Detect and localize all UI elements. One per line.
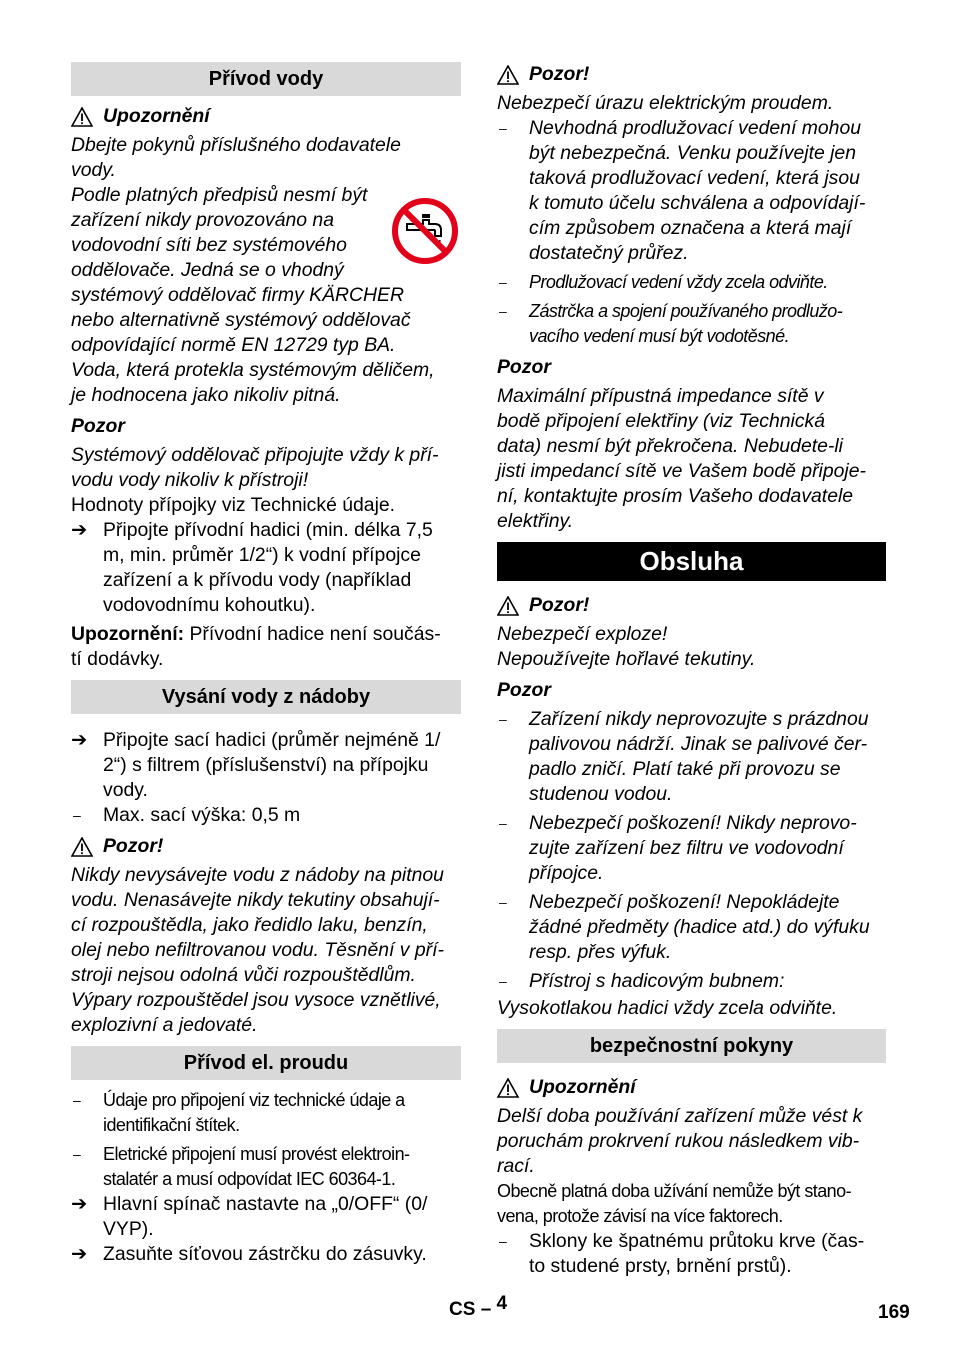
caution-line: jisti impedancí sítě ve Vašem bodě připoje- xyxy=(497,460,866,482)
step-item xyxy=(71,1192,461,1242)
caution-line: stroji nejsou odolná vůči rozpouštědlům. xyxy=(71,964,416,986)
step-line: VYP). xyxy=(103,1218,154,1240)
dash-line: cím způsobem označena a která mají xyxy=(529,217,852,239)
dash-line: stalatér a musí odpovídat IEC 60364-1. xyxy=(103,1169,396,1189)
section-heading-water-supply: Přívod vody xyxy=(71,62,461,96)
footer-sep: – xyxy=(480,1299,492,1320)
step-item xyxy=(71,518,461,618)
dash-line: identifikační štítek. xyxy=(103,1115,240,1135)
section-heading-suction: Vysání vody z nádoby xyxy=(71,680,461,714)
notice-para-line: systémový oddělovač firmy KÄRCHER xyxy=(71,284,404,306)
caution-title: Pozor xyxy=(71,415,125,437)
dash-bullet: – xyxy=(499,973,507,989)
notice-para-line: Voda, která protekla systémovým děličem, xyxy=(71,359,435,381)
caution-line: data) nesmí být překročena. Nebudete-li xyxy=(497,435,843,457)
caution-line: explozivní a jedovaté. xyxy=(71,1014,258,1036)
chapter-title-operation: Obsluha xyxy=(497,542,886,581)
dash-line: Údaje pro připojení viz technické údaje a xyxy=(103,1090,405,1110)
step-line: Připojte sací hadici (průměr nejméně 1/ xyxy=(103,729,441,751)
dash-line: Max. sací výška: 0,5 m xyxy=(103,804,301,826)
dash-bullet: – xyxy=(73,1146,81,1162)
arrow-right-icon: ➔ xyxy=(71,729,88,751)
notice-para-line: vodovodní síti bez systémového xyxy=(71,234,347,256)
notice-line: rací. xyxy=(497,1155,535,1177)
dash-line: zujte zařízení bez filtru ve vodovodní xyxy=(529,837,844,859)
warning-triangle-icon xyxy=(71,107,93,127)
caution-line: Nebezpečí exploze! xyxy=(497,623,668,645)
notice-para-line: Podle platných předpisů nesmí být xyxy=(71,184,368,206)
caution-heading xyxy=(497,593,886,618)
dash-bullet: – xyxy=(499,894,507,910)
note-text: Přívodní hadice není součás- xyxy=(184,623,441,645)
dash-bullet: – xyxy=(499,120,507,136)
step-line: zařízení a k přívodu vody (například xyxy=(103,569,412,591)
dash-item xyxy=(497,707,886,807)
dash-line: žádné předměty (hadice atd.) do výfuku xyxy=(529,916,870,938)
dash-item xyxy=(71,1088,461,1138)
notice-line: Delší doba používání zařízení může vést k xyxy=(497,1105,863,1127)
hose-drum-line: Vysokotlakou hadici vždy zcela odviňte. xyxy=(497,997,838,1019)
dash-bullet: – xyxy=(499,274,507,290)
general-line: Obecně platná doba užívání nemůže být stano- xyxy=(497,1181,852,1201)
warning-triangle-icon xyxy=(71,837,93,857)
dash-line: Nevhodná prodlužovací vedení mohou xyxy=(529,117,862,139)
note-paragraph xyxy=(71,622,461,647)
caution-line: olej nebo nefiltrovanou vodu. Těsnění v pří- xyxy=(71,939,444,961)
notice-para-line: odpovídající normě EN 12729 typ BA. xyxy=(71,334,396,356)
notice-para-line: nebo alternativně systémový oddělovač xyxy=(71,309,411,331)
dash-line: dostatečný průřez. xyxy=(529,242,689,264)
dash-line: Sklony ke špatnému průtoku krve (čas- xyxy=(529,1230,865,1252)
step-line: Připojte přívodní hadici (min. délka 7,5 xyxy=(103,519,433,541)
caution-line: bodě připojení elektřiny (viz Technická xyxy=(497,410,826,432)
caution-heading xyxy=(497,62,886,87)
note-label: Upozornění: xyxy=(71,623,185,645)
dash-bullet: – xyxy=(73,807,81,823)
dash-line: padlo zničí. Platí také při provozu se xyxy=(529,758,841,780)
notice-line: Dbejte pokynů příslušného dodavatele xyxy=(71,134,401,156)
footer-lang: CS xyxy=(449,1299,476,1320)
caution-title: Pozor! xyxy=(529,63,590,85)
caution-title: Pozor! xyxy=(529,594,590,616)
dash-item xyxy=(497,811,886,886)
dash-line: to studené prsty, brnění prstů). xyxy=(529,1255,792,1277)
dash-item xyxy=(497,890,886,965)
step-line: 2“) s filtrem (příslušenství) na přípojku xyxy=(103,754,429,776)
dash-line: Zástrčka a spojení používaného prodlužo- xyxy=(529,301,843,321)
notice-para-line: oddělovače. Jedná se o vhodný xyxy=(71,259,344,281)
dash-line: studenou vodou. xyxy=(529,783,673,805)
caution-line: Nepoužívejte hořlavé tekutiny. xyxy=(497,648,756,670)
dash-item xyxy=(497,116,886,266)
arrow-right-icon: ➔ xyxy=(71,1243,88,1265)
step-item xyxy=(71,728,461,803)
dash-bullet: – xyxy=(499,1233,507,1249)
warning-triangle-icon xyxy=(497,65,519,85)
no-drinking-water-icon xyxy=(391,194,459,268)
section-heading-power: Přívod el. proudu xyxy=(71,1046,461,1080)
step-line: Hlavní spínač nastavte na „0/OFF“ (0/ xyxy=(103,1193,428,1215)
dash-bullet: – xyxy=(499,711,507,727)
dash-item xyxy=(497,1229,886,1279)
note-line: tí dodávky. xyxy=(71,648,164,670)
section-heading-safety: bezpečnostní pokyny xyxy=(497,1029,886,1063)
dash-line: k tomuto účelu schválena a odpovídají- xyxy=(529,192,866,214)
notice-heading xyxy=(497,1075,886,1100)
dash-line: Zařízení nikdy neprovozujte s prázdnou xyxy=(529,708,869,730)
caution-line: Výpary rozpouštědel jsou vysoce vznětlivé, xyxy=(71,989,441,1011)
notice-title: Upozornění xyxy=(103,105,210,127)
caution-title: Pozor xyxy=(497,356,551,378)
dash-line: Nebezpečí poškození! Nikdy neprovo- xyxy=(529,812,857,834)
caution-line: elektřiny. xyxy=(497,510,574,532)
notice-para-line: zařízení nikdy provozováno na xyxy=(71,209,335,231)
page-number: 169 xyxy=(878,1302,910,1323)
dash-line: resp. přes výfuk. xyxy=(529,941,672,963)
step-line: Zasuňte síťovou zástrčku do zásuvky. xyxy=(103,1243,427,1265)
dash-item xyxy=(497,299,886,349)
footer-section xyxy=(449,1293,508,1322)
notice-para-line: je hodnocena jako nikoliv pitná. xyxy=(71,384,341,406)
dash-line: palivovou nádrží. Jinak se palivové čer- xyxy=(529,733,868,755)
general-line: vena, protože závisí na více faktorech. xyxy=(497,1206,783,1226)
caution-line: Systémový oddělovač připojujte vždy k pří- xyxy=(71,444,439,466)
notice-title: Upozornění xyxy=(529,1076,636,1098)
dash-bullet: – xyxy=(73,1092,81,1108)
arrow-right-icon: ➔ xyxy=(71,1193,88,1215)
dash-line: přípojce. xyxy=(529,862,604,884)
dash-line: taková prodlužovací vedení, která jsou xyxy=(529,167,860,189)
step-item xyxy=(71,1242,461,1267)
caution-line: vodu vody nikoliv k přístroji! xyxy=(71,469,309,491)
right-column xyxy=(497,62,886,1279)
dash-line: Přístroj s hadicovým bubnem: xyxy=(529,970,785,992)
caution-line: Nikdy nevysávejte vodu z nádoby na pitnou xyxy=(71,864,444,886)
dash-line: vacího vedení musí být vodotěsné. xyxy=(529,326,790,346)
caution-line: cí rozpouštědla, jako ředidlo laku, benzín, xyxy=(71,914,428,936)
caution-line: Nebezpečí úrazu elektrickým proudem. xyxy=(497,92,834,114)
values-line: Hodnoty přípojky viz Technické údaje. xyxy=(71,494,396,516)
dash-item xyxy=(497,969,886,994)
step-line: m, min. průměr 1/2“) k vodní přípojce xyxy=(103,544,421,566)
step-line: vodovodnímu kohoutku). xyxy=(103,594,316,616)
caution-line: Maximální přípustná impedance sítě v xyxy=(497,385,824,407)
dash-line: být nebezpečná. Venku používejte jen xyxy=(529,142,856,164)
caution-line: ní, kontaktujte prosím Vašeho dodavatele xyxy=(497,485,854,507)
arrow-right-icon: ➔ xyxy=(71,519,88,541)
dash-item xyxy=(71,803,461,828)
warning-triangle-icon xyxy=(497,596,519,616)
notice-line: poruchám prokrvení rukou následkem vib- xyxy=(497,1130,860,1152)
notice-line: vody. xyxy=(71,159,116,181)
caution-title: Pozor! xyxy=(103,835,164,857)
dash-line: Nebezpečí poškození! Nepokládejte xyxy=(529,891,840,913)
step-line: vody. xyxy=(103,779,148,801)
notice-heading xyxy=(71,104,461,129)
caution-title: Pozor xyxy=(497,679,551,701)
dash-line: Eletrické připojení musí provést elektroin- xyxy=(103,1144,410,1164)
dash-item xyxy=(71,1142,461,1192)
dash-bullet: – xyxy=(499,303,507,319)
dash-item xyxy=(497,270,886,295)
caution-heading xyxy=(71,834,461,859)
footer-section-page: 4 xyxy=(496,1293,508,1314)
warning-triangle-icon xyxy=(497,1078,519,1098)
caution-line: vodu. Nenasávejte nikdy tekutiny obsahují- xyxy=(71,889,440,911)
dash-bullet: – xyxy=(499,815,507,831)
dash-line: Prodlužovací vedení vždy zcela odviňte. xyxy=(529,272,828,292)
